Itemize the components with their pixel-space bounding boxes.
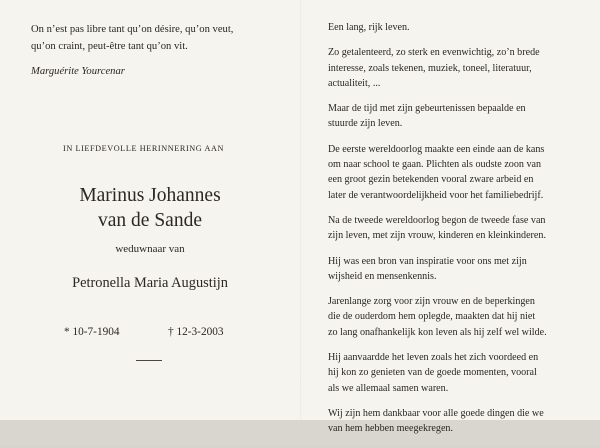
tribute-line: actualiteit, ...: [328, 77, 381, 89]
tribute-paragraph: [328, 101, 586, 132]
card-fold: [300, 0, 301, 420]
tribute-paragraph: [328, 254, 586, 285]
right-panel: [328, 20, 586, 447]
quote-line: On n’est pas libre tant qu’on désire, qu’on veut,: [31, 24, 234, 35]
tribute-line: om naar school te gaan. Plichten als oudste zoon van: [328, 159, 542, 171]
tribute-paragraph: [328, 406, 586, 437]
tribute-paragraph: [328, 45, 586, 91]
tribute-line: Zo getalenteerd, zo sterk en evenwichtig, zo’n brede: [328, 47, 540, 59]
divider-rule: [136, 360, 162, 361]
deceased-name-line: van de Sande: [98, 210, 202, 231]
tribute-line: een groot gezin betekenden vooral zware arbeid en: [328, 174, 534, 186]
tribute-line: Wij zijn hem dankbaar voor alle goede dingen die we: [328, 407, 544, 419]
tribute-line: Hij was een bron van inspiratie voor ons met zijn: [328, 255, 527, 267]
tribute-line: als we allemaal samen waren.: [328, 382, 449, 394]
deceased-name: [0, 183, 300, 233]
tribute-line: wijsheid en mensenkennis.: [328, 270, 437, 282]
tribute-line: hij kon zo genieten van de goede momenten, vooral: [328, 367, 537, 379]
tribute-paragraph: [328, 294, 586, 340]
relation-text: weduwnaar van: [115, 243, 185, 255]
tribute-line: later de verantwoordelijkheid voor het familiebedrijf.: [328, 189, 544, 201]
spouse-name: Petronella Maria Augustijn: [72, 275, 228, 291]
tribute-line: stuurde zijn leven.: [328, 118, 403, 130]
tribute-line: interesse, zoals tekenen, muziek, toneel, literatuur,: [328, 62, 532, 74]
left-panel: [0, 0, 300, 420]
tribute-paragraph: [328, 142, 586, 203]
tribute-line: zijn leven, met zijn vrouw, kinderen en kleinkinderen.: [328, 230, 546, 242]
deceased-name-line: Marinus Johannes: [79, 185, 221, 206]
birth-date: * 10-7-1904: [64, 326, 120, 338]
quote-line: qu’on craint, peut-être tant qu’on vit.: [31, 41, 188, 52]
tribute-line: Maar de tijd met zijn gebeurtenissen bepaalde en: [328, 103, 526, 115]
tribute-line: Een lang, rijk leven.: [328, 22, 410, 33]
tribute-line: zo lang onafhankelijk kon leven als hij zelf wel wilde.: [328, 326, 547, 338]
quote-author: Marguérite Yourcenar: [31, 66, 125, 77]
quote: [31, 21, 291, 55]
tribute-line: van hem hebben meegekregen.: [328, 423, 453, 435]
memory-heading: IN LIEFDEVOLLE HERINNERING AAN: [63, 144, 225, 153]
tribute-line: Na de tweede wereldoorlog begon de tweede fase van: [328, 214, 546, 226]
tribute-line: Jarenlange zorg voor zijn vrouw en de beperkingen: [328, 296, 535, 308]
tribute-paragraph: [328, 20, 586, 35]
tribute-line: De eerste wereldoorlog maakte een einde aan de kans: [328, 143, 545, 155]
death-date: † 12-3-2003: [168, 326, 224, 338]
tribute-paragraph: [328, 350, 586, 396]
tribute-paragraph: [328, 213, 586, 244]
tribute-line: Hij aanvaardde het leven zoals het zich voordeed en: [328, 352, 539, 364]
tribute-line: die de ouderdom hem oplegde, maakten dat hij niet: [328, 311, 536, 323]
